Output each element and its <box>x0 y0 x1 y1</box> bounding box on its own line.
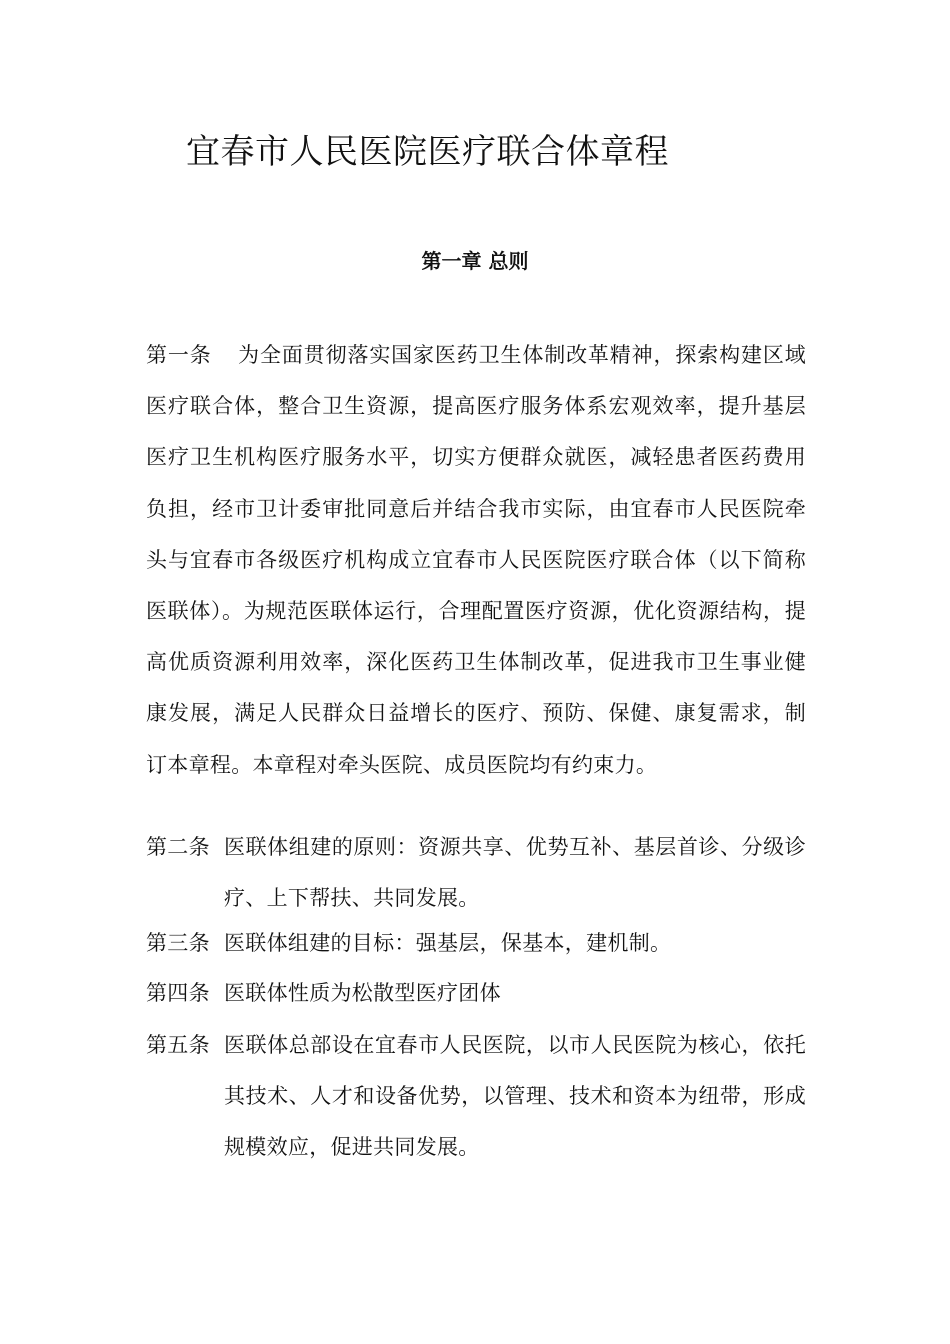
article-5 <box>146 1020 806 1173</box>
document-title: 宜春市人民医院医疗联合体章程 <box>186 132 669 172</box>
article-1-label: 第一条 <box>146 343 212 367</box>
chapter-heading: 第一章 总则 <box>421 249 529 273</box>
article-2-label: 第二条 <box>146 835 210 859</box>
article-1 <box>146 330 806 791</box>
article-5-text: 医联体总部设在宜春市人民医院，以市人民医院为核心，依托其技术、人才和设备优势，以管理、技术和资本为纽带，形成规模效应，促进共同发展。 <box>224 1033 806 1159</box>
article-2-text: 医联体组建的原则：资源共享、优势互补、基层首诊、分级诊疗、上下帮扶、共同发展。 <box>224 835 806 910</box>
article-3-label: 第三条 <box>146 931 210 955</box>
article-3 <box>146 918 806 969</box>
article-4 <box>146 968 806 1019</box>
article-3-text: 医联体组建的目标：强基层，保基本，建机制。 <box>224 931 672 955</box>
article-1-text: 为全面贯彻落实国家医药卫生体制改革精神，探索构建区域医疗联合体，整合卫生资源，提高医疗服务体系宏观效率，提升基层医疗卫生机构医疗服务水平，切实方便群众就医，减轻患者医药费用负担，经市卫计委审批同意后并结合我市实际，由宜春市人民医院牵头与宜春市各级医疗机构成立宜春市人民医院医疗联合体（以下简称医联体）。为规范医联体运行，合理配置医疗资源，优化资源结构，提高优质资源利用效率，深化医药卫生体制改革，促进我市卫生事业健康发展，满足人民群众日益增长的医疗、预防、保健、康复需求，制订本章程。本章程对牵头医院、成员医院均有约束力。 <box>146 343 806 777</box>
article-5-label: 第五条 <box>146 1033 210 1057</box>
article-2 <box>146 822 806 924</box>
article-4-label: 第四条 <box>146 981 210 1005</box>
article-4-text: 医联体性质为松散型医疗团体 <box>224 981 501 1005</box>
